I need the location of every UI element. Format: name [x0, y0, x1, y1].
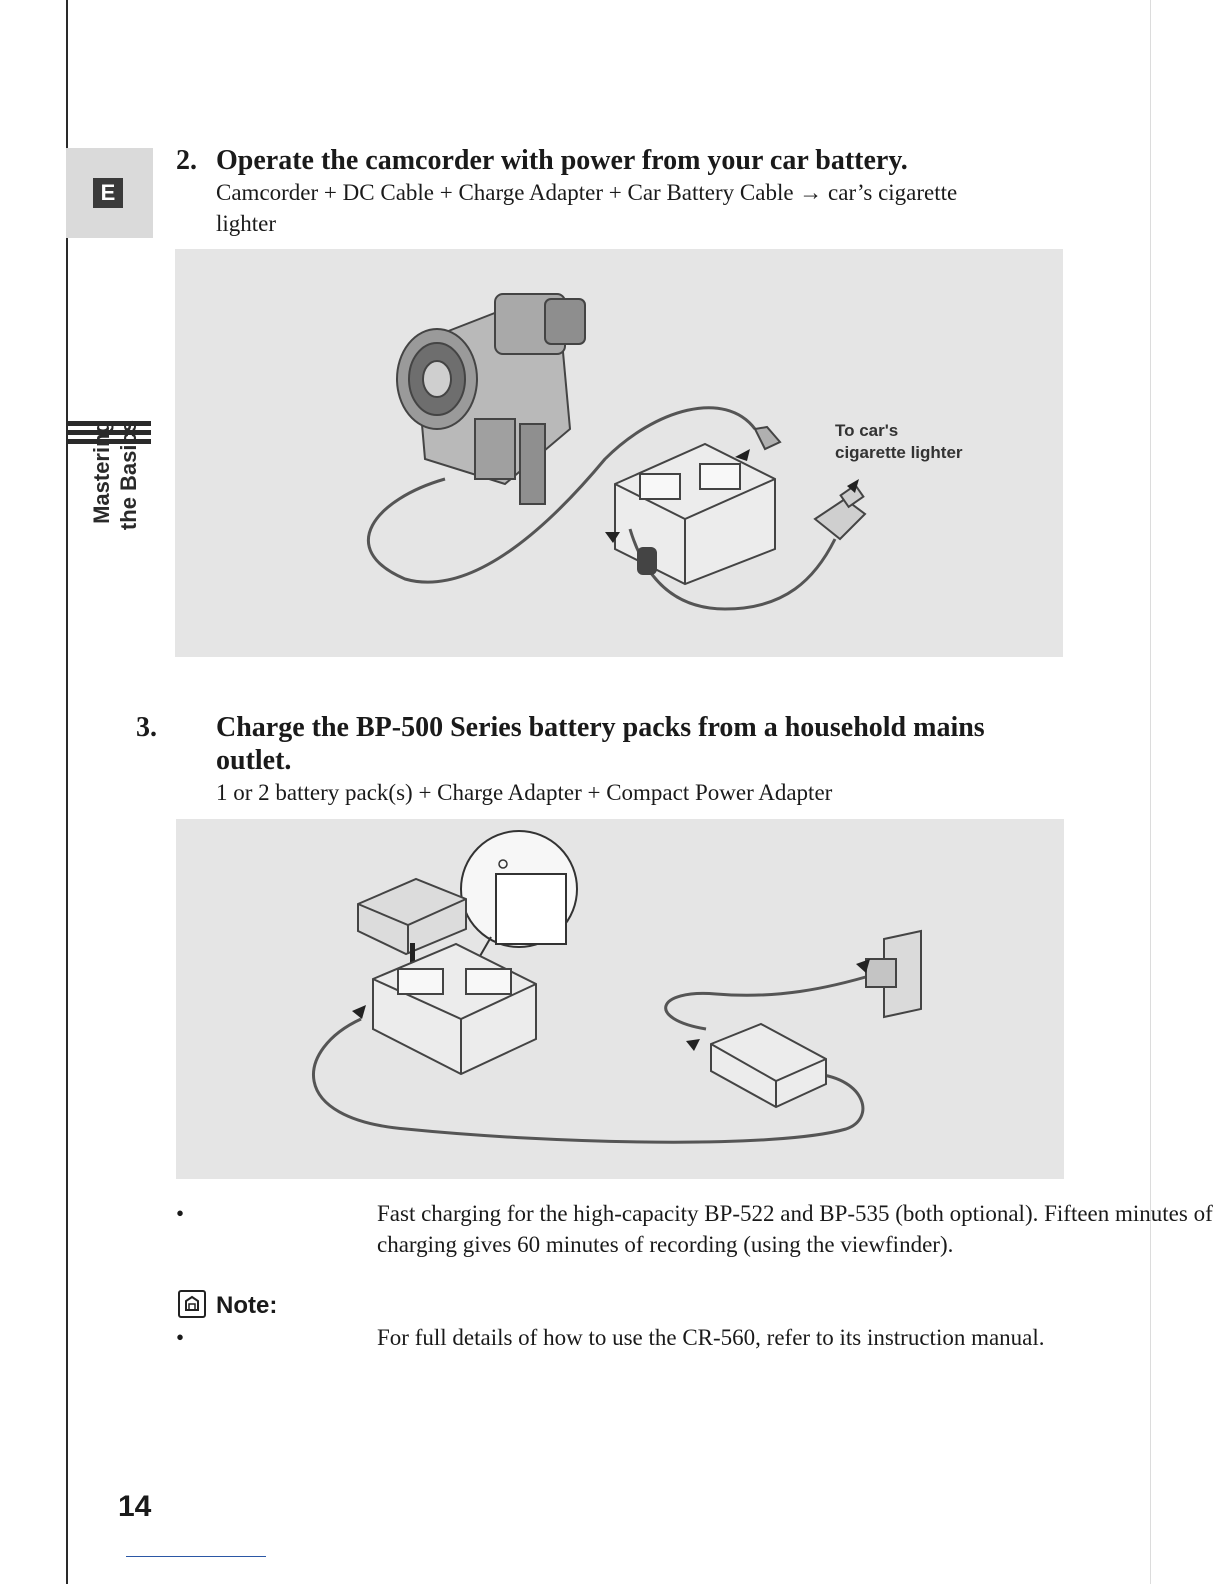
callout-line2: cigarette lighter	[835, 443, 963, 462]
mains-cable	[666, 974, 876, 1029]
footer-line	[126, 1556, 266, 1557]
wall-outlet-icon	[866, 931, 921, 1017]
bullet-dot-icon: •	[176, 1325, 185, 1350]
household-setup-drawing	[176, 819, 1064, 1179]
step-2-description: Camcorder + DC Cable + Charge Adapter + Car Battery Cable → car’s cigarette lighter	[216, 180, 958, 236]
note-title: Note:	[216, 1292, 278, 1319]
fast-charging-bullet	[176, 1198, 1213, 1268]
household-charging-illustration	[176, 819, 1064, 1179]
note-icon	[178, 1290, 206, 1318]
step-3-description: 1 or 2 battery pack(s) + Charge Adapter + Compact Power Adapter	[216, 780, 833, 805]
step-3-heading	[136, 711, 1056, 777]
side-section-label	[88, 420, 158, 590]
charge-adapter-icon	[373, 944, 536, 1074]
step-3	[136, 711, 1056, 808]
battery-pack-icon	[358, 879, 466, 954]
camcorder-icon	[397, 294, 585, 504]
figure1-callout	[835, 420, 963, 464]
bullet-dot-icon: •	[176, 1201, 185, 1226]
compact-power-adapter-icon	[711, 1024, 826, 1107]
side-label-line2: the Basics	[116, 420, 141, 531]
section-letter: E	[93, 178, 123, 208]
step-2-heading	[176, 144, 1056, 177]
step-2-number: 2.	[176, 145, 197, 176]
page-number: 14	[118, 1490, 152, 1523]
note-heading	[178, 1290, 277, 1321]
note-bullet	[176, 1322, 1076, 1357]
callout-line1: To car's	[835, 421, 899, 440]
step-2-title: Operate the camcorder with power from your car battery.	[216, 145, 908, 176]
step-3-number: 3.	[136, 712, 157, 743]
step-3-title: Charge the BP-500 Series battery packs from a household mains outlet.	[216, 712, 985, 776]
ferrite-core-icon	[637, 547, 657, 575]
cigarette-plug-icon	[815, 485, 865, 539]
note-text: For full details of how to use the CR-560, refer to its instruction manual.	[377, 1325, 1045, 1350]
step-2	[176, 144, 1056, 239]
side-label-line1: Mastering	[89, 420, 114, 524]
car-battery-illustration	[175, 249, 1063, 657]
dc-plug-icon	[755, 427, 780, 449]
fast-charging-text: Fast charging for the high-capacity BP-522 and BP-535 (both optional). Fifteen minutes of charging gives 60 minutes of recording (using the viewfinder).	[377, 1201, 1213, 1257]
